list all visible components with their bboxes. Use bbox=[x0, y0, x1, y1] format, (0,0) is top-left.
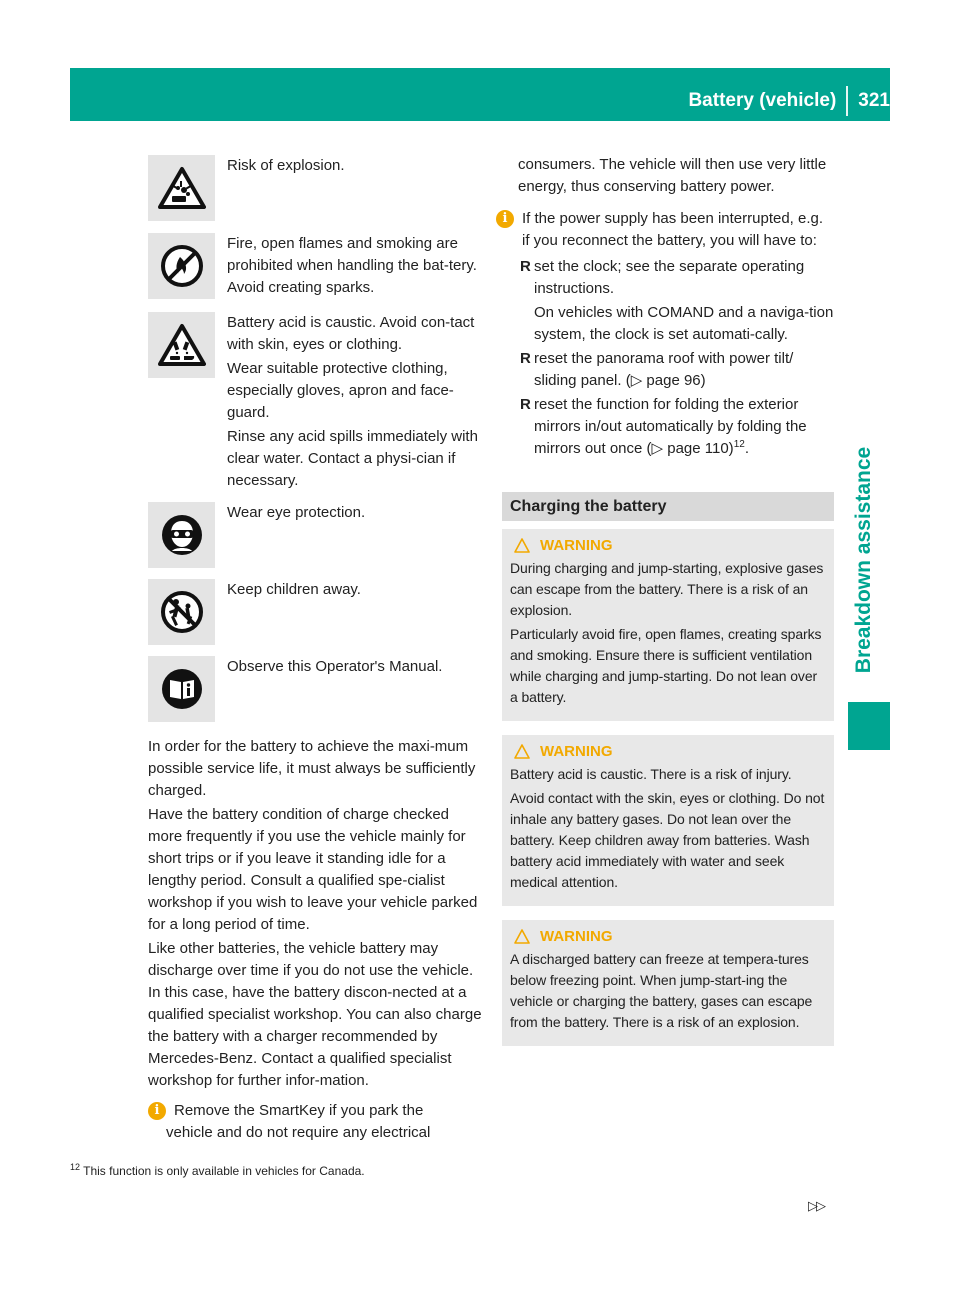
symbol-row-manual bbox=[148, 656, 484, 722]
footnote-number: 12 bbox=[70, 1162, 81, 1172]
warning-text: Particularly avoid fire, open flames, creating sparks and smoking. Ensure there is sufficient ventilation while charging and jump-starting. Do not lean over a battery. bbox=[510, 626, 822, 705]
keep-children-away-icon bbox=[148, 579, 215, 645]
warning-box bbox=[502, 529, 834, 721]
left-body-text bbox=[148, 736, 484, 1092]
page-number: 321 bbox=[858, 90, 890, 111]
section-title: Battery (vehicle) bbox=[688, 90, 837, 111]
warning-triangle-icon bbox=[514, 538, 530, 553]
symbol-description: Wear suitable protective clothing, especially gloves, apron and face-guard. bbox=[227, 360, 454, 421]
paragraph: Have the battery condition of charge checked more frequently if you use the vehicle mainly for short trips or if you leave it standing idle for a lengthy period. Consult a qualified spe-cialist workshop if you wish to leave your vehicle parked for a long period of time. bbox=[148, 806, 478, 933]
header-divider bbox=[846, 86, 848, 116]
warning-text: A discharged battery can freeze at tempera-tures below freezing point. When jump-start-ing the vehicle or charging the battery, gases can escape from the battery. There is a risk of an explosion. bbox=[510, 951, 813, 1030]
symbol-row-eye-protection bbox=[148, 502, 484, 568]
symbol-description: Wear eye protection. bbox=[227, 504, 366, 521]
warning-text: During charging and jump-starting, explosive gases can escape from the battery. There is a risk of an explosion. bbox=[510, 560, 824, 618]
warning-triangle-icon bbox=[514, 744, 530, 759]
right-column bbox=[502, 150, 834, 1046]
warning-label: WARNING bbox=[540, 537, 613, 554]
symbol-text bbox=[227, 155, 484, 179]
info-text: vehicle and do not require any electrical bbox=[166, 1124, 431, 1141]
eye-protection-icon bbox=[148, 502, 215, 568]
continue-mark: ▷▷ bbox=[808, 1198, 824, 1213]
symbol-row-children bbox=[148, 579, 484, 645]
corrosive-warning-icon bbox=[148, 312, 215, 378]
warning-header bbox=[510, 926, 826, 947]
bullet-text: reset the function for folding the exterior mirrors in/out automatically by folding the mirrors out once (▷ page 110)$^{12}$. bbox=[534, 396, 807, 457]
info-smartkey bbox=[148, 1100, 484, 1122]
footnote-text: This function is only available in vehicles for Canada. bbox=[83, 1164, 365, 1178]
left-column bbox=[148, 150, 484, 1144]
bullet-text: reset the panorama roof with power tilt/ sliding panel. (▷ page 96) bbox=[534, 350, 794, 389]
symbol-text bbox=[227, 312, 484, 494]
warning-header bbox=[510, 535, 826, 556]
bullet-text: set the clock; see the separate operating instructions. bbox=[534, 258, 805, 297]
warning-label: WARNING bbox=[540, 743, 613, 760]
footnote bbox=[70, 1164, 365, 1178]
paragraph: In order for the battery to achieve the maxi-mum possible service life, it must always be sufficiently charged. bbox=[148, 738, 476, 799]
symbol-row-no-fire bbox=[148, 233, 484, 301]
symbol-description: Risk of explosion. bbox=[227, 157, 345, 174]
symbol-row-explosion bbox=[148, 155, 484, 221]
info-icon: i bbox=[148, 1102, 166, 1120]
warning-text: Avoid contact with the skin, eyes or clothing. Do not inhale any battery gases. Do not lean over the battery. Keep children away from batteries. Wash battery acid immediately with water and seek medical attention. bbox=[510, 790, 825, 890]
info-icon: i bbox=[496, 210, 514, 228]
bullet-subtext: On vehicles with COMAND and a naviga-tion system, the clock is set automati-cally. bbox=[534, 304, 834, 343]
warning-header bbox=[510, 741, 826, 762]
symbol-description: Keep children away. bbox=[227, 581, 361, 598]
symbol-description: Rinse any acid spills immediately with clear water. Contact a physi-cian if necessary. bbox=[227, 428, 478, 489]
bullet-marker: R bbox=[520, 258, 531, 275]
warning-label: WARNING bbox=[540, 928, 613, 945]
symbol-text bbox=[227, 502, 484, 526]
symbol-description: Fire, open flames and smoking are prohibited when handling the bat-tery. Avoid creating sparks. bbox=[227, 235, 477, 296]
footnote-ref: 12 bbox=[733, 439, 745, 450]
info-smartkey-continued bbox=[502, 154, 834, 198]
bullet-marker: R bbox=[520, 396, 531, 413]
warning-text: Battery acid is caustic. There is a risk of injury. bbox=[510, 766, 792, 782]
symbol-text bbox=[227, 579, 484, 603]
list-item bbox=[502, 394, 834, 460]
list-item bbox=[502, 348, 834, 392]
info-text: If the power supply has been interrupted, e.g. if you reconnect the battery, you will have to: bbox=[522, 210, 824, 249]
symbol-text bbox=[227, 656, 484, 680]
side-tab-label: Breakdown assistance bbox=[852, 446, 875, 674]
explosion-warning-icon bbox=[148, 155, 215, 221]
header bbox=[688, 86, 890, 116]
symbol-description: Battery acid is caustic. Avoid con-tact with skin, eyes or clothing. bbox=[227, 314, 475, 353]
info-text: consumers. The vehicle will then use very little energy, thus conserving battery power. bbox=[518, 156, 827, 195]
side-tab-marker bbox=[848, 702, 890, 750]
info-text: Remove the SmartKey if you park the bbox=[174, 1102, 424, 1119]
read-manual-icon bbox=[148, 656, 215, 722]
bullet-marker: R bbox=[520, 350, 531, 367]
list-item bbox=[502, 256, 834, 300]
paragraph: Like other batteries, the vehicle battery may discharge over time if you do not use the vehicle. In this case, have the battery discon-nected at a qualified specialist workshop. You can also charge the battery with a charger recommended by Mercedes-Benz. Contact a qualified specialist workshop for further infor-mation. bbox=[148, 940, 482, 1089]
no-fire-smoking-icon bbox=[148, 233, 215, 299]
symbol-text bbox=[227, 233, 484, 301]
section-heading: Charging the battery bbox=[502, 492, 834, 521]
symbol-row-corrosive bbox=[148, 312, 484, 494]
warning-triangle-icon bbox=[514, 929, 530, 944]
warning-box bbox=[502, 920, 834, 1046]
info-smartkey-cont bbox=[148, 1122, 484, 1144]
info-power bbox=[496, 208, 834, 252]
bullet-list bbox=[502, 256, 834, 460]
warning-box bbox=[502, 735, 834, 906]
symbol-description: Observe this Operator's Manual. bbox=[227, 658, 443, 675]
